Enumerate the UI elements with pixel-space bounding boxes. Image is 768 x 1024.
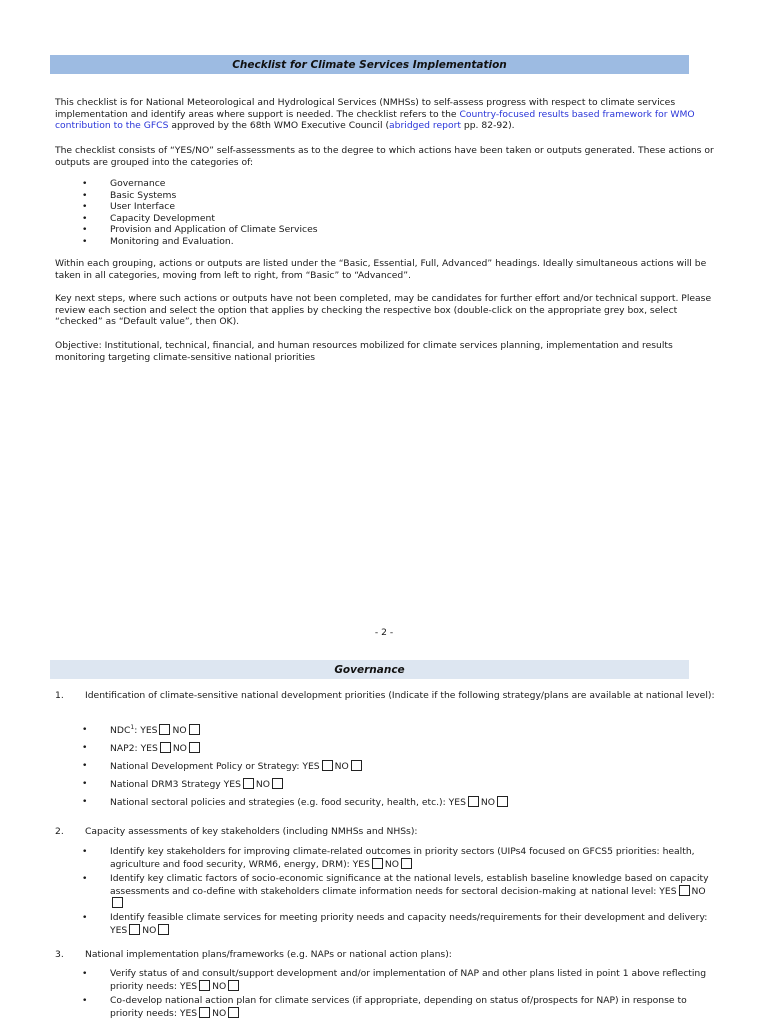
- yes-checkbox[interactable]: [372, 858, 383, 869]
- category-list: [55, 178, 318, 248]
- yes-label: YES: [179, 980, 198, 992]
- q1-item-sectoral-policies: [55, 796, 715, 809]
- q3-item-action-plan: [55, 995, 715, 1019]
- item-text: Verify status of and consult/support development and/or implementation of NAP and other plans listed in point 1 above reflecting priority needs:: [110, 968, 707, 992]
- yes-checkbox[interactable]: [199, 980, 210, 991]
- question-text: Identification of climate-sensitive national development priorities (Indicate if the following strategy/plans are available at national level):: [85, 690, 715, 701]
- yes-label: YES: [179, 1007, 198, 1019]
- no-checkbox[interactable]: [158, 924, 169, 935]
- no-label: NO: [212, 1007, 227, 1019]
- q2-item-feasible-services: [55, 912, 715, 936]
- yes-label: YES: [110, 924, 128, 936]
- bullet: •: [82, 724, 88, 735]
- item-label-suffix: :: [134, 725, 138, 736]
- no-label: NO: [172, 725, 187, 736]
- item-text: Identify key climatic factors of socio-economic significance at the national levels, establish baseline knowledge based on capacity assessments and co-define with stakeholders climate information needs for sectoral decision-making at national level:: [110, 873, 709, 897]
- question-text: National implementation plans/frameworks (e.g. NAPs or national action plans):: [85, 949, 452, 960]
- category-item: • Governance: [55, 178, 318, 190]
- q1-item-drm-strategy: [55, 778, 715, 791]
- item-label: National Development Policy or Strategy:: [110, 761, 300, 772]
- no-checkbox[interactable]: [112, 897, 123, 908]
- no-label: NO: [255, 779, 271, 790]
- no-checkbox[interactable]: [272, 778, 283, 789]
- category-item: • Provision and Application of Climate Services: [55, 224, 318, 236]
- yes-label: YES: [302, 761, 320, 772]
- yes-checkbox[interactable]: [243, 778, 254, 789]
- no-checkbox[interactable]: [228, 980, 239, 991]
- consists-paragraph: The checklist consists of “YES/NO” self-assessments as to the degree to which actions have been taken or outputs generated. These actions or outputs are grouped into the categories of:: [55, 145, 714, 168]
- question-text: Capacity assessments of key stakeholders (including NMHSs and NHSs):: [85, 826, 418, 837]
- q1-item-nap2: [55, 742, 715, 755]
- grouping-paragraph: Within each grouping, actions or outputs are listed under the “Basic, Essential, Full, Advanced” headings. Ideally simultaneous actions will be taken in all categories, moving from left to right, from “Basic” to “Advanced”.: [55, 258, 707, 281]
- yes-label: YES: [140, 725, 158, 736]
- category-item: • Basic Systems: [55, 190, 318, 202]
- no-label: NO: [334, 761, 349, 772]
- bullet: •: [82, 873, 88, 884]
- yes-label: YES: [223, 779, 241, 790]
- no-checkbox[interactable]: [351, 760, 362, 771]
- no-checkbox[interactable]: [189, 742, 200, 753]
- yes-checkbox[interactable]: [199, 1007, 210, 1018]
- yes-label: YES: [140, 743, 158, 754]
- category-item: • Monitoring and Evaluation.: [55, 236, 318, 248]
- framework-link[interactable]: Country-focused results based framework for WMO contribution to the GFCS: [55, 108, 695, 132]
- yes-checkbox[interactable]: [322, 760, 333, 771]
- yes-checkbox[interactable]: [129, 924, 140, 935]
- question-number: 2.: [55, 826, 64, 837]
- bullet: •: [82, 995, 88, 1006]
- item-text: Identify key stakeholders for improving climate-related outcomes in priority sectors (UIPs4 focused on GFCS5 priorities: health, agriculture and food security, WRM6, energy, DRM):: [110, 846, 695, 870]
- objective-paragraph: Objective: Institutional, technical, financial, and human resources mobilized for climate services planning, implementation and results monitoring targeting climate-sensitive national priorities: [55, 340, 673, 363]
- bullet: •: [82, 742, 88, 753]
- bullet: •: [82, 760, 88, 771]
- question-1: [55, 690, 715, 702]
- abridged-report-link[interactable]: abridged report: [389, 120, 461, 132]
- yes-checkbox[interactable]: [679, 885, 690, 896]
- question-number: 3.: [55, 949, 64, 960]
- item-text: Co-develop national action plan for climate services (if appropriate, depending on status of/prospects for NAP) in response to priority needs:: [110, 995, 687, 1019]
- page-number: - 2 -: [374, 627, 394, 638]
- yes-label: YES: [448, 797, 466, 808]
- q2-item-climatic-factors: [55, 873, 715, 910]
- no-label: NO: [384, 858, 400, 870]
- intro-text-3: pp. 82-92).: [460, 120, 515, 132]
- intro-text-2: approved by the 68th WMO Executive Council (: [168, 120, 390, 132]
- yes-label: YES: [352, 858, 370, 870]
- question-number: 1.: [55, 690, 64, 701]
- footnote-ref: 1: [130, 723, 135, 731]
- no-label: NO: [172, 743, 187, 754]
- no-checkbox[interactable]: [497, 796, 508, 807]
- no-checkbox[interactable]: [189, 724, 200, 735]
- governance-banner: [50, 660, 689, 679]
- item-label: NAP2:: [110, 743, 138, 754]
- bullet: •: [82, 846, 88, 857]
- bullet: •: [82, 968, 88, 979]
- item-label: National DRM3 Strategy: [110, 779, 221, 790]
- yes-checkbox[interactable]: [159, 724, 170, 735]
- yes-checkbox[interactable]: [160, 742, 171, 753]
- item-label: National sectoral policies and strategies (e.g. food security, health, etc.):: [110, 797, 446, 808]
- no-label: NO: [142, 924, 157, 936]
- checklist-title: Checklist for Climate Services Implementation: [232, 58, 507, 71]
- checklist-title-banner: [50, 55, 689, 74]
- bullet: •: [82, 796, 88, 807]
- intro-text-1: This checklist is for National Meteorological and Hydrological Services (NMHSs) to self-assess progress with respect to climate services implementation and identify areas where support is needed. The checklist refers to the: [55, 97, 676, 120]
- q1-item-development-policy: [55, 760, 715, 773]
- key-steps-paragraph: Key next steps, where such actions or outputs have not been completed, may be candidates for further effort and/or technical support. Please review each section and select the option that applies by checking the respective box (double-click on the appropriate grey box, select “checked” as “Default value”, then OK).: [55, 293, 712, 328]
- category-item: • User Interface: [55, 201, 318, 213]
- no-label: NO: [480, 797, 496, 808]
- item-text: Identify feasible climate services for meeting priority needs and capacity needs/requirements for their development and delivery:: [110, 912, 708, 923]
- no-checkbox[interactable]: [401, 858, 412, 869]
- category-item: • Capacity Development: [55, 213, 318, 225]
- q1-item-ndc: [55, 724, 715, 737]
- no-label: NO: [212, 980, 227, 992]
- question-2: [55, 826, 715, 838]
- intro-paragraph: [55, 97, 715, 132]
- q3-item-verify-nap: [55, 968, 715, 992]
- item-label: NDC: [110, 725, 131, 736]
- bullet: •: [82, 778, 88, 789]
- q2-item-stakeholders: [55, 846, 715, 870]
- yes-label: YES: [659, 885, 677, 897]
- question-3: [55, 949, 715, 961]
- bullet: •: [82, 912, 88, 923]
- yes-checkbox[interactable]: [468, 796, 479, 807]
- no-label: NO: [691, 885, 706, 897]
- no-checkbox[interactable]: [228, 1007, 239, 1018]
- governance-title: Governance: [334, 663, 405, 676]
